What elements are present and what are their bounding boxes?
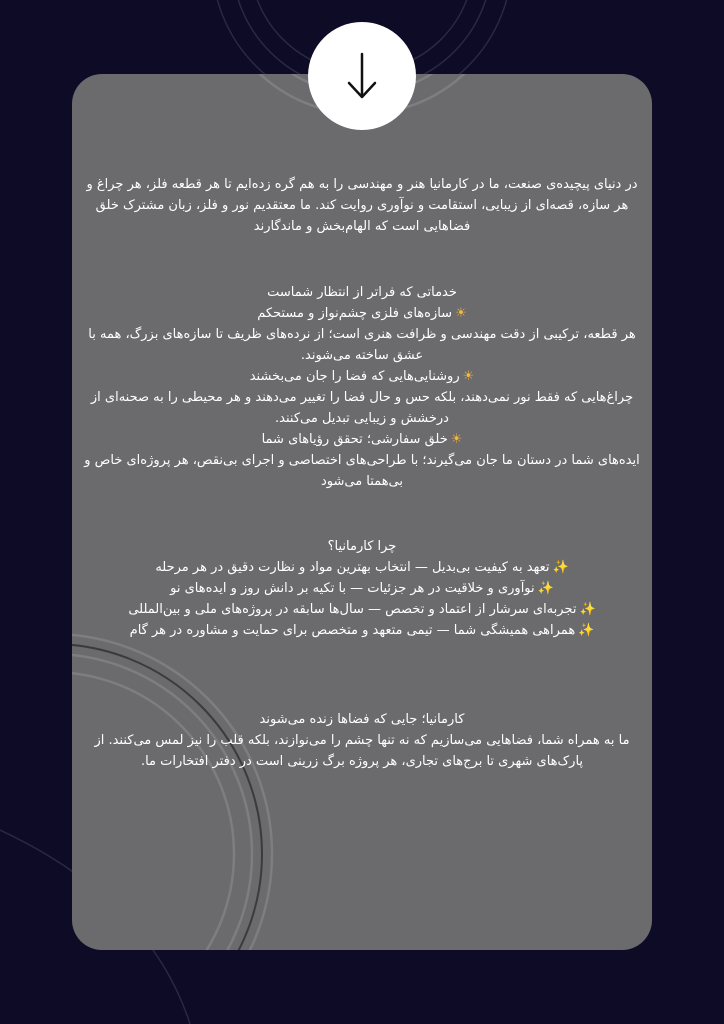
service-item-title: ☀روشنایی‌هایی که فضا را جان می‌بخشند bbox=[84, 366, 640, 387]
closing-section bbox=[84, 709, 640, 772]
sparkles-icon: ✨ bbox=[578, 623, 595, 638]
sparkles-icon: ✨ bbox=[552, 560, 569, 575]
service-item-text: چراغ‌هایی که فقط نور نمی‌دهند، بلکه حس و حال فضا را تغییر می‌دهند و هر محیطی را به صحنه‌ای از درخشش و زیبایی تبدیل می‌کنند. bbox=[90, 390, 634, 426]
intro-paragraph: در دنیای پیچیده‌ی صنعت، ما در کارمانیا هنر و مهندسی را به هم گره زده‌ایم تا هر قطعه فلز، هر چراغ و هر سازه، قصه‌ای از زیبایی، استقامت و نوآوری روایت کند. ما معتقدیم نور و فلز، زبان مشترک خلق فضاهایی است که الهام‌بخش و ماندگارند bbox=[86, 177, 638, 234]
why-title: چرا کارمانیا؟ bbox=[327, 539, 397, 554]
arrow-down-icon bbox=[342, 48, 382, 104]
closing-text: ما به همراه شما، فضاهایی می‌سازیم که نه تنها چشم را می‌نوازند، بلکه قلب را نیز لمس می‌کنند. از پارک‌های شهری تا برج‌های تجاری، هر پروژه برگ زرینی است در دفتر افتخارات ما. bbox=[94, 733, 630, 769]
sun-icon: ☀ bbox=[455, 306, 467, 321]
closing-title: کارمانیا؛ جایی که فضاها زنده می‌شوند bbox=[259, 712, 465, 727]
service-item-text: ایده‌های شما در دستان ما جان می‌گیرند؛ با طراحی‌های اختصاصی و اجرای بی‌نقص، هر پروژه‌ای خاص و بی‌همتا می‌شود bbox=[84, 453, 640, 489]
sun-icon: ☀ bbox=[450, 432, 463, 447]
service-item-title: ☀خلق سفارشی؛ تحقق رؤیاهای شما bbox=[84, 429, 640, 450]
service-item-text: هر قطعه، ترکیبی از دقت مهندسی و ظرافت هنری است؛ از نرده‌های ظریف تا سازه‌های بزرگ، همه با عشق ساخته می‌شوند. bbox=[88, 327, 636, 363]
service-item-title: ☀سازه‌های فلزی چشم‌نواز و مستحکم bbox=[84, 303, 640, 324]
services-section bbox=[84, 282, 640, 492]
why-section bbox=[84, 536, 640, 641]
content-text bbox=[84, 174, 640, 816]
scroll-down-badge[interactable] bbox=[308, 22, 416, 130]
services-title: خدماتی که فراتر از انتظار شماست bbox=[267, 285, 457, 300]
sun-icon: ☀ bbox=[462, 369, 475, 384]
why-item: ✨نوآوری و خلاقیت در هر جزئیات — با تکیه بر دانش روز و ایده‌های نو bbox=[84, 578, 640, 599]
why-item: ✨تعهد به کیفیت بی‌بدیل — انتخاب بهترین مواد و نظارت دقیق در هر مرحله bbox=[84, 557, 640, 578]
why-item: ✨همراهی همیشگی شما — تیمی متعهد و متخصص برای حمایت و مشاوره در هر گام bbox=[84, 620, 640, 641]
why-item: ✨تجربه‌ای سرشار از اعتماد و تخصص — سال‌ها سابقه در پروژه‌های ملی و بین‌المللی bbox=[84, 599, 640, 620]
sparkles-icon: ✨ bbox=[537, 581, 554, 596]
sparkles-icon: ✨ bbox=[579, 602, 596, 617]
content-card bbox=[72, 74, 652, 950]
